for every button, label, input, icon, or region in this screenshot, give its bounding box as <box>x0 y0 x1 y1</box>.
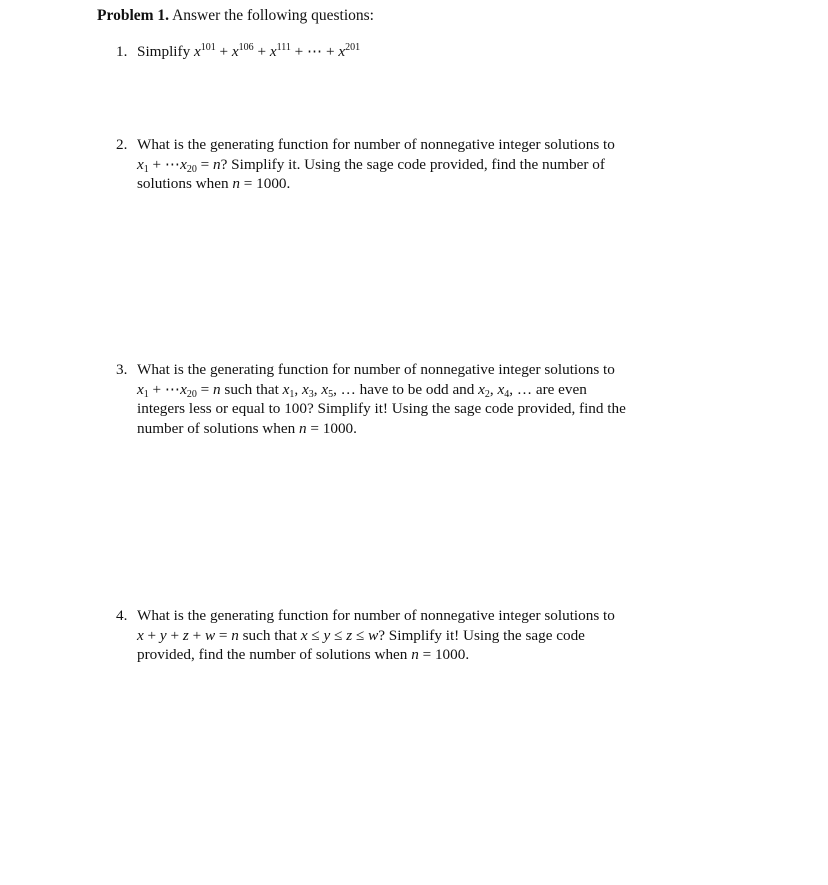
math-operator: + <box>257 43 267 60</box>
problem-instruction: Answer the following questions: <box>172 7 374 24</box>
math-operator: + <box>294 43 304 60</box>
question-number: 2. <box>116 136 128 153</box>
math-operator: + <box>219 43 229 60</box>
question-3 <box>116 360 698 438</box>
question-line: provided, find the number of solutions when n = 1000. <box>137 646 470 663</box>
question-4 <box>116 606 698 665</box>
problem-label: Problem 1. <box>97 7 170 24</box>
question-line: What is the generating function for number of nonnegative integer solutions to <box>137 361 615 378</box>
problem-heading <box>97 7 374 25</box>
question-text <box>137 360 698 438</box>
question-line: What is the generating function for number of nonnegative integer solutions to <box>137 607 615 624</box>
math-exponent: 111 <box>276 42 291 53</box>
question-line: solutions when n = 1000. <box>137 175 291 192</box>
question-text <box>137 42 698 62</box>
math-ellipsis: ⋯ <box>307 43 323 60</box>
question-number: 4. <box>116 607 128 624</box>
math-operator: + <box>325 43 335 60</box>
question-line: What is the generating function for number of nonnegative integer solutions to <box>137 136 615 153</box>
question-line: $x_1$ + $\cdots x_{20} = n$ such that $x_1$, $x_3$, $x_5$, … have to be odd and $x_2$, $x_4$, … are even <box>137 380 587 400</box>
math-exponent: 201 <box>345 42 361 53</box>
math-term: x <box>269 43 277 60</box>
question-number: 3. <box>116 361 128 378</box>
question-text <box>137 606 698 665</box>
math-exponent: 101 <box>200 42 216 53</box>
question-text <box>137 135 698 194</box>
question-2 <box>116 135 698 194</box>
math-exponent: 106 <box>238 42 254 53</box>
question-line: number of solutions when n = 1000. <box>137 419 357 437</box>
question-line: integers less or equal to 100? Simplify it! Using the sage code provided, find the <box>137 400 626 417</box>
math-term: x <box>231 43 239 60</box>
math-term: x <box>338 43 346 60</box>
question-word: Simplify <box>137 43 191 60</box>
question-line: $x_1$ + $\cdots x_{20} = n$? Simplify it. Using the sage code provided, find the number of <box>137 155 605 175</box>
question-line: x + y + z + w = n such that x ≤ y ≤ z ≤ w? Simplify it! Using the sage code <box>137 626 585 644</box>
question-number: 1. <box>116 43 128 60</box>
math-term: x <box>193 43 201 60</box>
question-1 <box>116 42 698 62</box>
